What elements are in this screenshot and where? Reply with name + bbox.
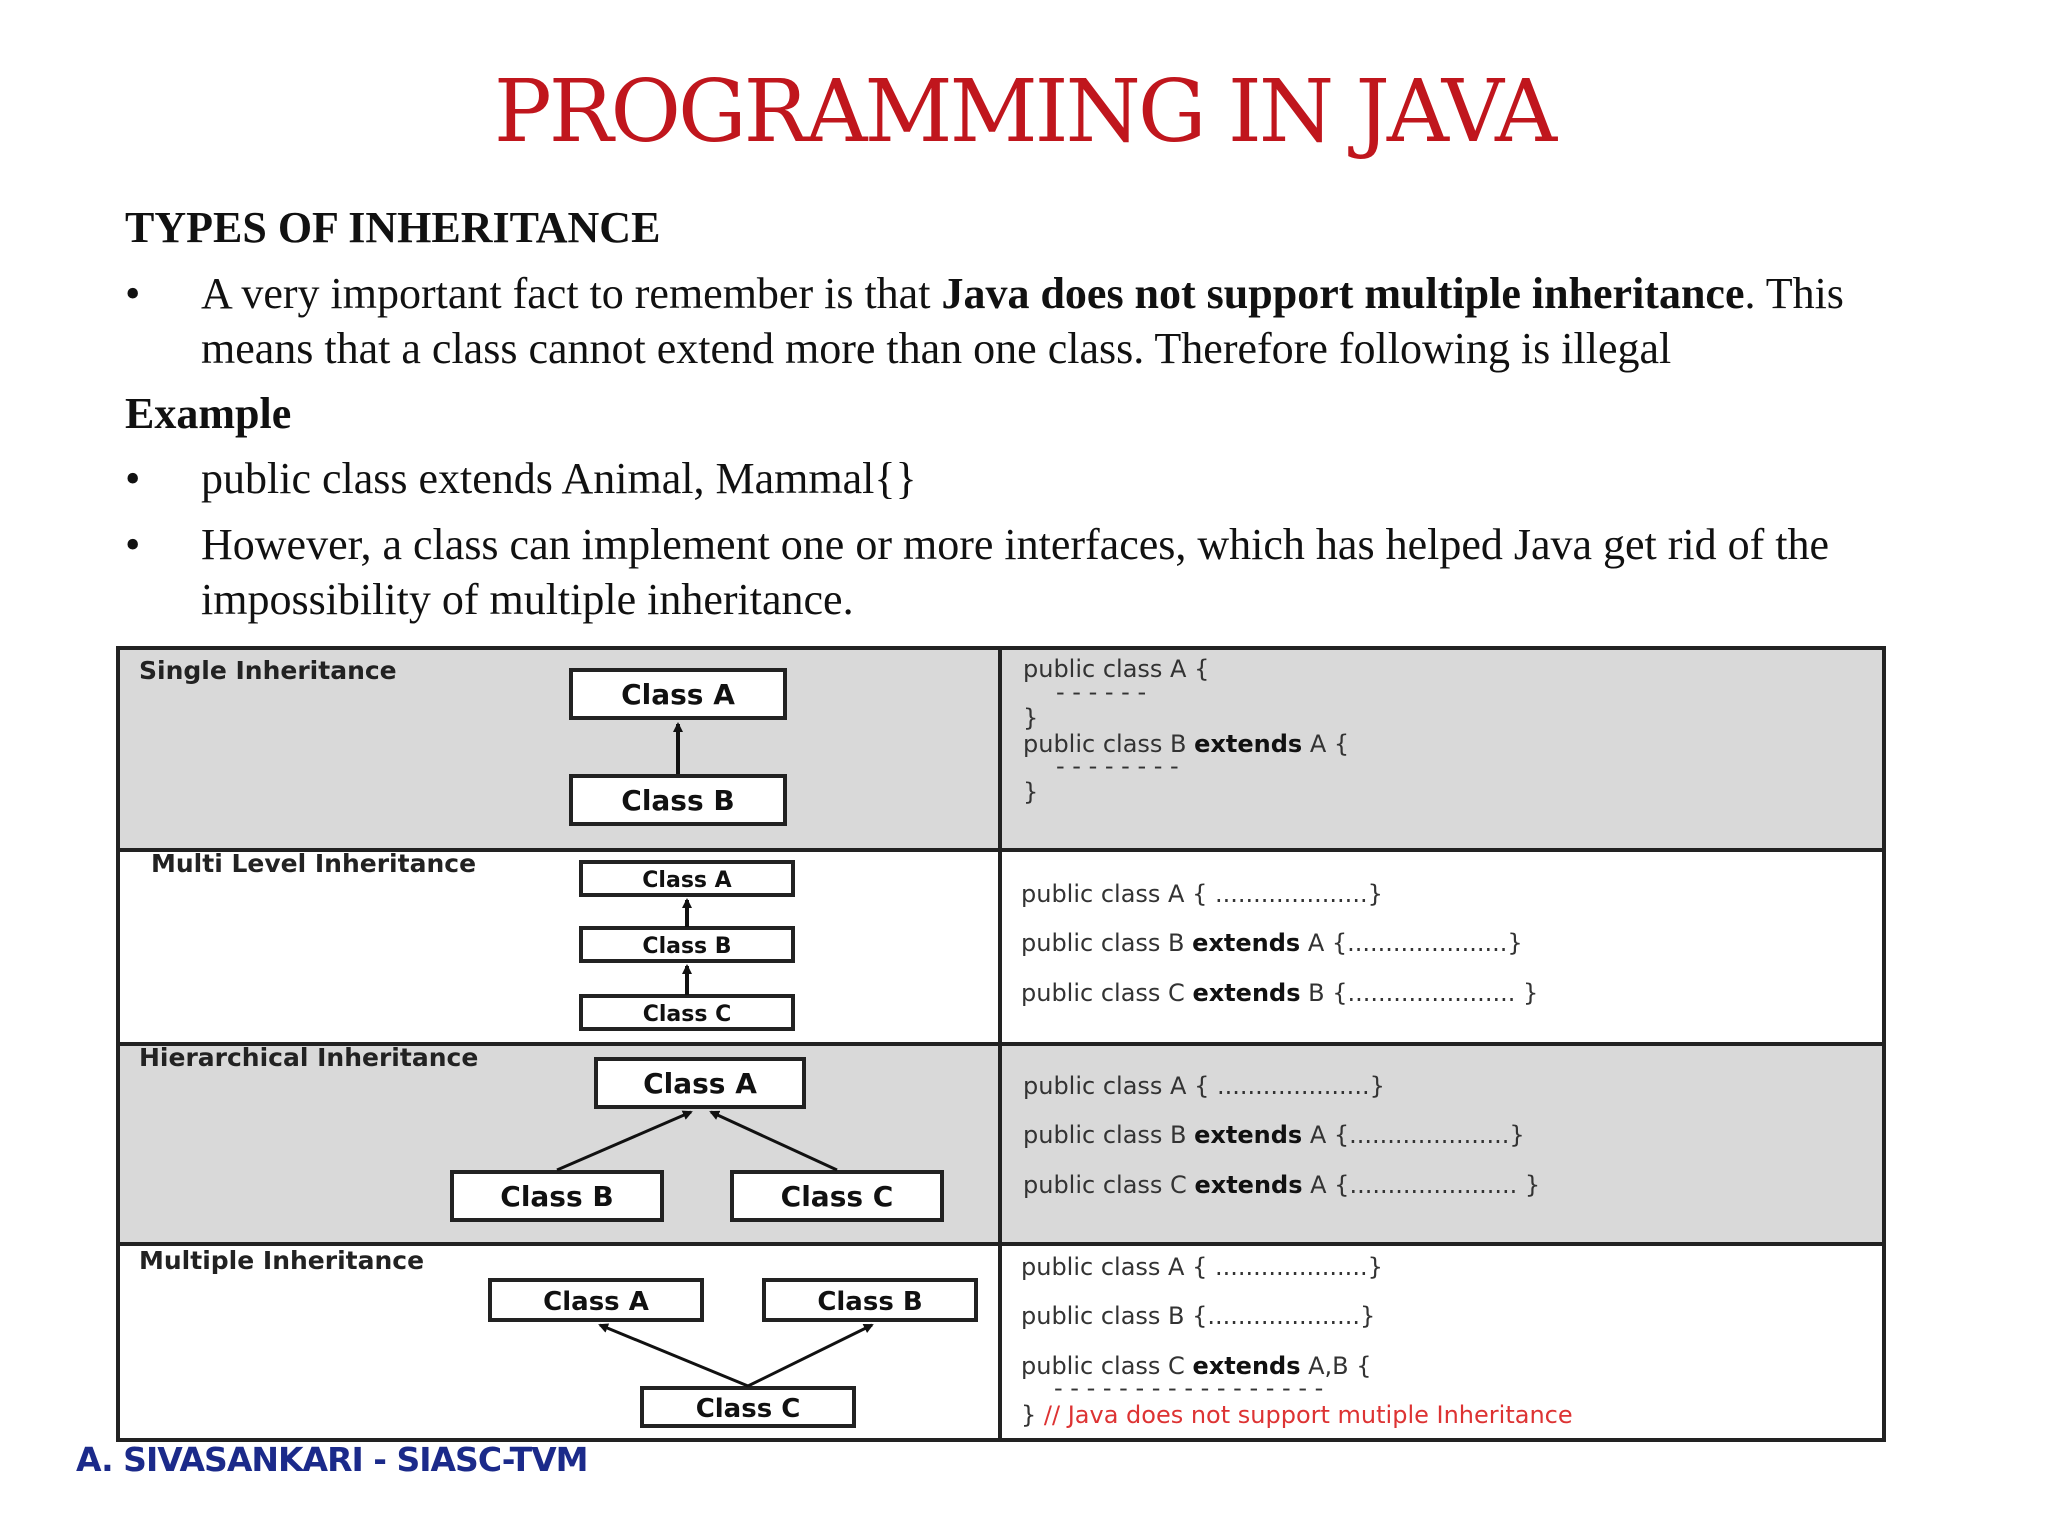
author-footer: A. SIVASANKARI - SIASC-TVM bbox=[76, 1440, 588, 1479]
bullet-text-pre: A very important fact to remember is that bbox=[201, 269, 942, 318]
hierarchical-code-line-3: public class C extends A {...................... } bbox=[1023, 1171, 1541, 1199]
multiple-class-a: Class A bbox=[543, 1287, 649, 1317]
hierarchical-class-a: Class A bbox=[643, 1067, 757, 1100]
single-code-close-1: } bbox=[1023, 704, 1039, 732]
single-class-b: Class B bbox=[621, 784, 735, 817]
bullet-marker: • bbox=[125, 454, 141, 503]
section-heading: TYPES OF INHERITANCE bbox=[125, 203, 661, 252]
multiple-code-line-2: public class B {....................} bbox=[1021, 1302, 1376, 1330]
bullet-marker: • bbox=[125, 520, 141, 569]
single-code-dots-2: - - - - - - - - bbox=[1056, 752, 1179, 780]
hierarchical-class-c: Class C bbox=[780, 1180, 894, 1213]
hierarchical-code-line-1: public class A { ....................} bbox=[1023, 1072, 1385, 1100]
multilevel-class-a: Class A bbox=[642, 868, 732, 893]
hierarchical-inheritance-label: Hierarchical Inheritance bbox=[139, 1043, 479, 1072]
bullet-marker: • bbox=[125, 269, 141, 318]
multiple-code-line-3: public class C extends A,B { bbox=[1021, 1352, 1372, 1380]
multiple-class-c: Class C bbox=[695, 1394, 801, 1424]
multiple-class-b: Class B bbox=[817, 1287, 923, 1317]
multiple-code-line-4: } // Java does not support mutiple Inheritance bbox=[1021, 1401, 1573, 1429]
multilevel-code-line-3: public class C extends B {...................... } bbox=[1021, 979, 1539, 1007]
multilevel-class-c: Class C bbox=[642, 1002, 732, 1027]
single-class-a: Class A bbox=[621, 678, 735, 711]
single-inheritance-label: Single Inheritance bbox=[139, 656, 397, 685]
multiple-inheritance-label: Multiple Inheritance bbox=[139, 1246, 425, 1275]
single-code-line-2: public class B extends A { bbox=[1023, 730, 1350, 758]
slide-title: PROGRAMMING IN JAVA bbox=[493, 62, 1555, 162]
bullet-interfaces: However, a class can implement one or more interfaces, which has helped Java get rid of the impossibility of multiple inheritance. bbox=[201, 520, 1830, 624]
bullet-text-bold: Java does not support multiple inheritance bbox=[941, 269, 1745, 318]
bullet-text-post: . This means that a class cannot extend more than one class. Therefore following is illegal bbox=[201, 269, 1844, 373]
bullet-multiple-inheritance-fact bbox=[201, 266, 1961, 376]
multiple-code-line-1: public class A { ....................} bbox=[1021, 1253, 1383, 1281]
multilevel-code-line-1: public class A { ....................} bbox=[1021, 880, 1383, 908]
multiple-code-dots: - - - - - - - - - - - - - - - - - bbox=[1054, 1374, 1324, 1402]
hierarchical-code-line-2: public class B extends A {.....................} bbox=[1023, 1121, 1525, 1149]
single-code-close-2: } bbox=[1023, 778, 1039, 806]
inheritance-diagram bbox=[116, 646, 1886, 1442]
single-code-dots-1: - - - - - - bbox=[1056, 678, 1147, 706]
bullet-example-code: public class extends Animal, Mammal{} bbox=[201, 454, 917, 503]
multilevel-inheritance-label: Multi Level Inheritance bbox=[151, 849, 477, 878]
hierarchical-class-b: Class B bbox=[500, 1180, 614, 1213]
single-code-line-1: public class A { bbox=[1023, 655, 1210, 683]
multilevel-code-line-2: public class B extends A {.....................} bbox=[1021, 929, 1523, 957]
example-heading: Example bbox=[125, 389, 292, 438]
multilevel-class-b: Class B bbox=[642, 934, 732, 959]
